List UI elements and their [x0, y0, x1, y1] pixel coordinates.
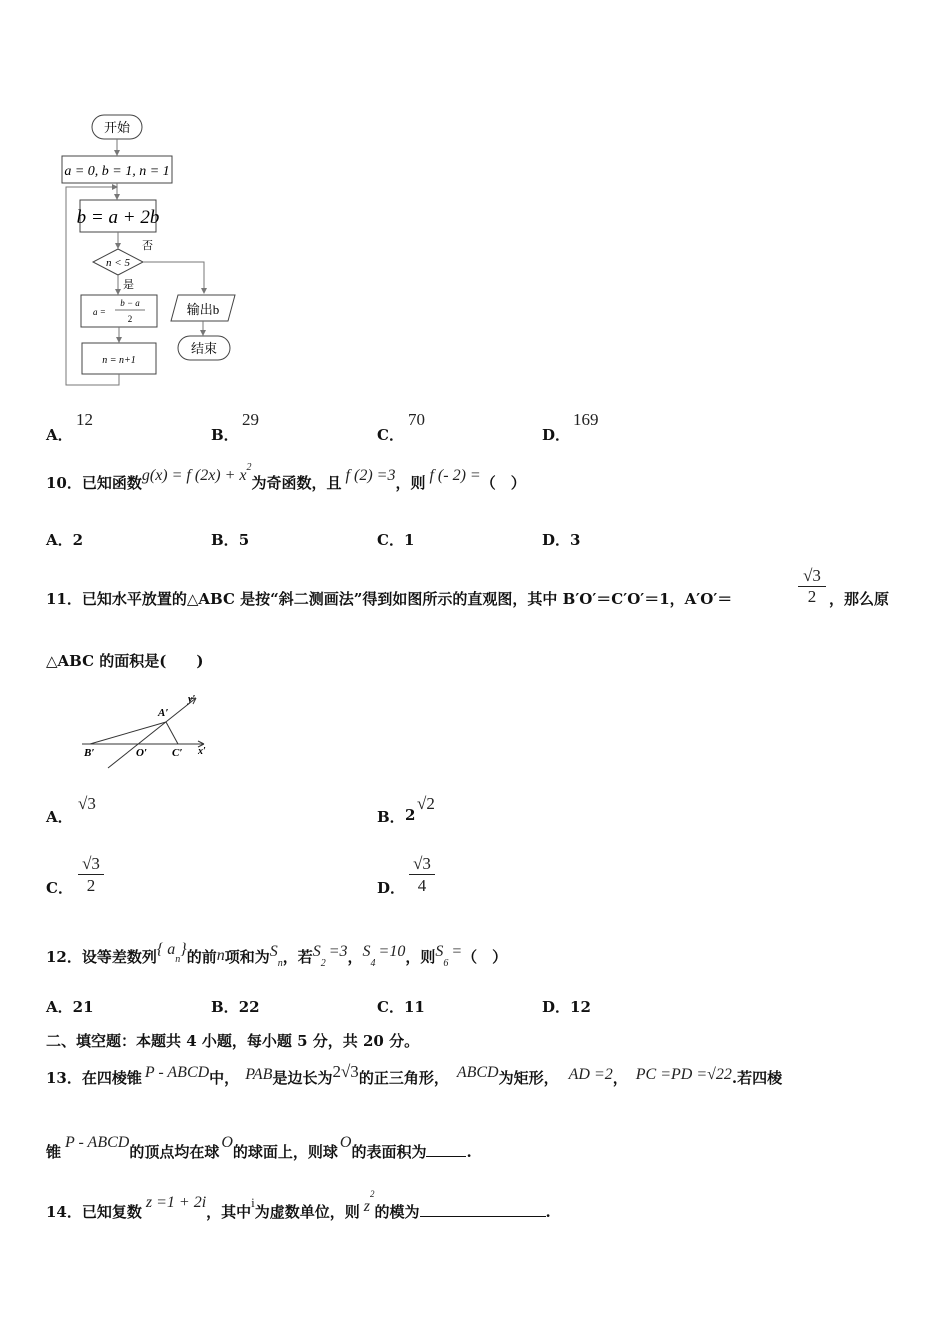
- q13-t5: .若四棱: [731, 1069, 783, 1087]
- q13-abcd: ABCD: [456, 1064, 499, 1081]
- q13-pyramid-2: P - ABCD: [65, 1134, 130, 1151]
- q10-func-exp: 2: [246, 461, 252, 473]
- q12-prefix: 12．设等差数列: [46, 948, 157, 966]
- q13-t1: 中，: [209, 1069, 240, 1087]
- q9-option-a-value: 12: [76, 410, 93, 429]
- flow-update-a-lhs: a =: [93, 307, 106, 317]
- q12-stem: [46, 941, 508, 970]
- q9-option-d-label: D．: [542, 426, 571, 444]
- q13-ad: AD =2: [568, 1066, 613, 1083]
- q11-option-c-fraction: [78, 853, 104, 896]
- q13-t6: 的顶点均在球: [129, 1143, 220, 1161]
- q13-line2: [46, 1134, 472, 1162]
- q11-label-y: y′: [188, 694, 196, 705]
- q12-s2-val: =3: [328, 943, 348, 960]
- q13-t4: 为矩形，: [498, 1069, 559, 1087]
- q10-prefix: 10．已知函数: [46, 474, 142, 492]
- q11-option-c-label: C．: [46, 879, 73, 897]
- flow-update-a-den: 2: [127, 314, 133, 324]
- q13-line1: [46, 1062, 783, 1088]
- q12-t1: 的前: [186, 948, 217, 966]
- q9-option-b-value: 29: [242, 410, 259, 429]
- q13-end: .: [466, 1143, 472, 1161]
- q11-edge-ac: [166, 722, 178, 744]
- q12-option-b: B．22: [211, 998, 260, 1016]
- q14-end: .: [545, 1203, 551, 1221]
- q10-then: ，则: [395, 474, 426, 492]
- q14-answer-blank[interactable]: [420, 1202, 546, 1217]
- q10-condition: f (2) =3: [345, 467, 396, 484]
- q12-t4: ，则: [405, 948, 436, 966]
- q12-s2-sub: 2: [320, 958, 326, 970]
- q11-figure: [78, 688, 218, 770]
- q14-t2: 为虚数单位，则: [254, 1203, 360, 1221]
- q13-pab: PAB: [245, 1066, 273, 1083]
- q10-mid: 为奇函数，且: [251, 474, 342, 492]
- q9-option-b-label: B．: [211, 426, 239, 444]
- q12-t2: 项和为: [224, 948, 270, 966]
- q13-line2-start: 锥: [46, 1143, 62, 1161]
- q12-seq: { a: [156, 941, 176, 958]
- q12-comma: ，: [347, 948, 363, 966]
- q14-z2-exp: 2: [370, 1188, 375, 1199]
- q14-z: z =1 + 2i: [145, 1194, 207, 1211]
- flow-output-text: 输出b: [186, 302, 220, 317]
- q11-label-a: A′: [158, 707, 169, 719]
- q13-t7: 的球面上，则球: [232, 1143, 338, 1161]
- q11-option-c-num: √3: [78, 853, 104, 875]
- q12-t3: ，若: [282, 948, 313, 966]
- q12-seq-sub: n: [175, 954, 181, 966]
- flow-yes-label: 是: [123, 279, 134, 291]
- q12-s6: S: [435, 943, 444, 960]
- q11-option-d-num: √3: [409, 853, 435, 875]
- q11-option-b-coef: 2: [405, 806, 416, 824]
- flowchart: [55, 105, 255, 400]
- q12-option-c: C．11: [377, 998, 425, 1016]
- q10-option-a: A．2: [46, 531, 84, 549]
- q13-t2: 是边长为: [272, 1069, 333, 1087]
- q12-sn: S: [269, 943, 278, 960]
- q14-i: i: [251, 1195, 255, 1210]
- q13-sphere-o2: O: [339, 1134, 352, 1151]
- q14-stem: [46, 1188, 551, 1222]
- q9-option-a-label: A．: [46, 426, 73, 444]
- q11-option-a-value: √3: [78, 794, 96, 813]
- q11-line2: △ABC 的面积是( ): [46, 652, 204, 670]
- q13-t8: 的表面积为: [351, 1143, 427, 1161]
- q12-s6-sub: 6: [443, 958, 449, 970]
- q12-s4: S: [362, 943, 371, 960]
- q10-option-c: C．1: [377, 531, 415, 549]
- q11-option-d-label: D．: [377, 879, 406, 897]
- flow-update-b-text: b = a + 2b: [76, 207, 160, 228]
- q11-label-c: C′: [172, 747, 183, 759]
- q10-option-d: D．3: [542, 531, 581, 549]
- q12-seq-close: }: [180, 941, 187, 958]
- q10-ask: f (- 2) =: [429, 467, 481, 484]
- flow-no-label: 否: [142, 240, 153, 252]
- q11-fraction-num: √3: [798, 566, 826, 587]
- flow-decision-text: n < 5: [106, 257, 130, 269]
- q11-y-axis: [108, 698, 196, 768]
- q12-s4-sub: 4: [370, 958, 376, 970]
- q10-paren: （ ）: [480, 474, 526, 492]
- flow-start-text: 开始: [103, 120, 131, 135]
- q12-s4-val: =10: [378, 943, 406, 960]
- q14-prefix: 14．已知复数: [46, 1203, 142, 1221]
- section-2-heading: 二、填空题：本题共 4 小题，每小题 5 分，共 20 分。: [46, 1032, 420, 1050]
- q13-answer-blank[interactable]: [426, 1142, 466, 1157]
- q11-option-a-label: A．: [46, 808, 73, 826]
- q12-sn-sub: n: [277, 958, 283, 970]
- q12-s6-val: =: [451, 943, 463, 960]
- q12-n: n: [216, 947, 225, 964]
- flow-update-n-text: n = n+1: [102, 355, 136, 366]
- q12-paren: （ ）: [462, 948, 508, 966]
- q12-option-d: D．12: [542, 998, 591, 1016]
- q14-t3: 的模为: [374, 1203, 420, 1221]
- q9-option-c-value: 70: [408, 410, 425, 429]
- q9-option-c-label: C．: [377, 426, 404, 444]
- flow-init-text: a = 0, b = 1, n = 1: [64, 164, 170, 179]
- q14-z2: z: [363, 1198, 371, 1215]
- q13-pc-pd: PC =PD =√22: [635, 1066, 732, 1083]
- q13-t3: 的正三角形，: [358, 1069, 449, 1087]
- q11-option-d-den: 4: [417, 876, 427, 895]
- q13-side-length: 2√3: [332, 1062, 359, 1081]
- q12-option-a: A．21: [46, 998, 94, 1016]
- q11-fraction-den: 2: [807, 587, 817, 606]
- q11-label-b: B′: [84, 747, 95, 759]
- q11-option-c-den: 2: [86, 876, 96, 895]
- q11-option-b-label: B．: [377, 808, 405, 826]
- q11-fraction: [798, 566, 826, 607]
- q10-option-b: B．5: [211, 531, 250, 549]
- q13-comma: ，: [612, 1069, 628, 1087]
- q10-func: g(x) = f (2x) + x: [141, 467, 247, 484]
- flow-end-text: 结束: [190, 341, 218, 356]
- q14-t1: ，其中: [206, 1203, 252, 1221]
- q11-option-d-fraction: [409, 853, 435, 896]
- q13-sphere-o1: O: [221, 1134, 233, 1151]
- q13-prefix: 13．在四棱锥: [46, 1069, 142, 1087]
- q11-option-b-value: √2: [417, 794, 435, 813]
- q11-line1-end: ，那么原: [829, 590, 890, 608]
- q11-edge-ba: [90, 722, 166, 744]
- q11-line1: 11．已知水平放置的△ABC 是按“斜二测画法”得到如图所示的直观图，其中 B′O′＝C′O′＝1，A′O′＝: [46, 590, 733, 608]
- flow-update-a-num: b − a: [120, 298, 140, 308]
- q11-label-x: x′: [198, 746, 206, 757]
- q10-stem: [46, 461, 526, 493]
- q13-pyramid: P - ABCD: [144, 1064, 210, 1081]
- q12-s2: S: [312, 943, 321, 960]
- q11-label-o: O′: [136, 747, 148, 759]
- q9-option-d-value: 169: [573, 410, 599, 429]
